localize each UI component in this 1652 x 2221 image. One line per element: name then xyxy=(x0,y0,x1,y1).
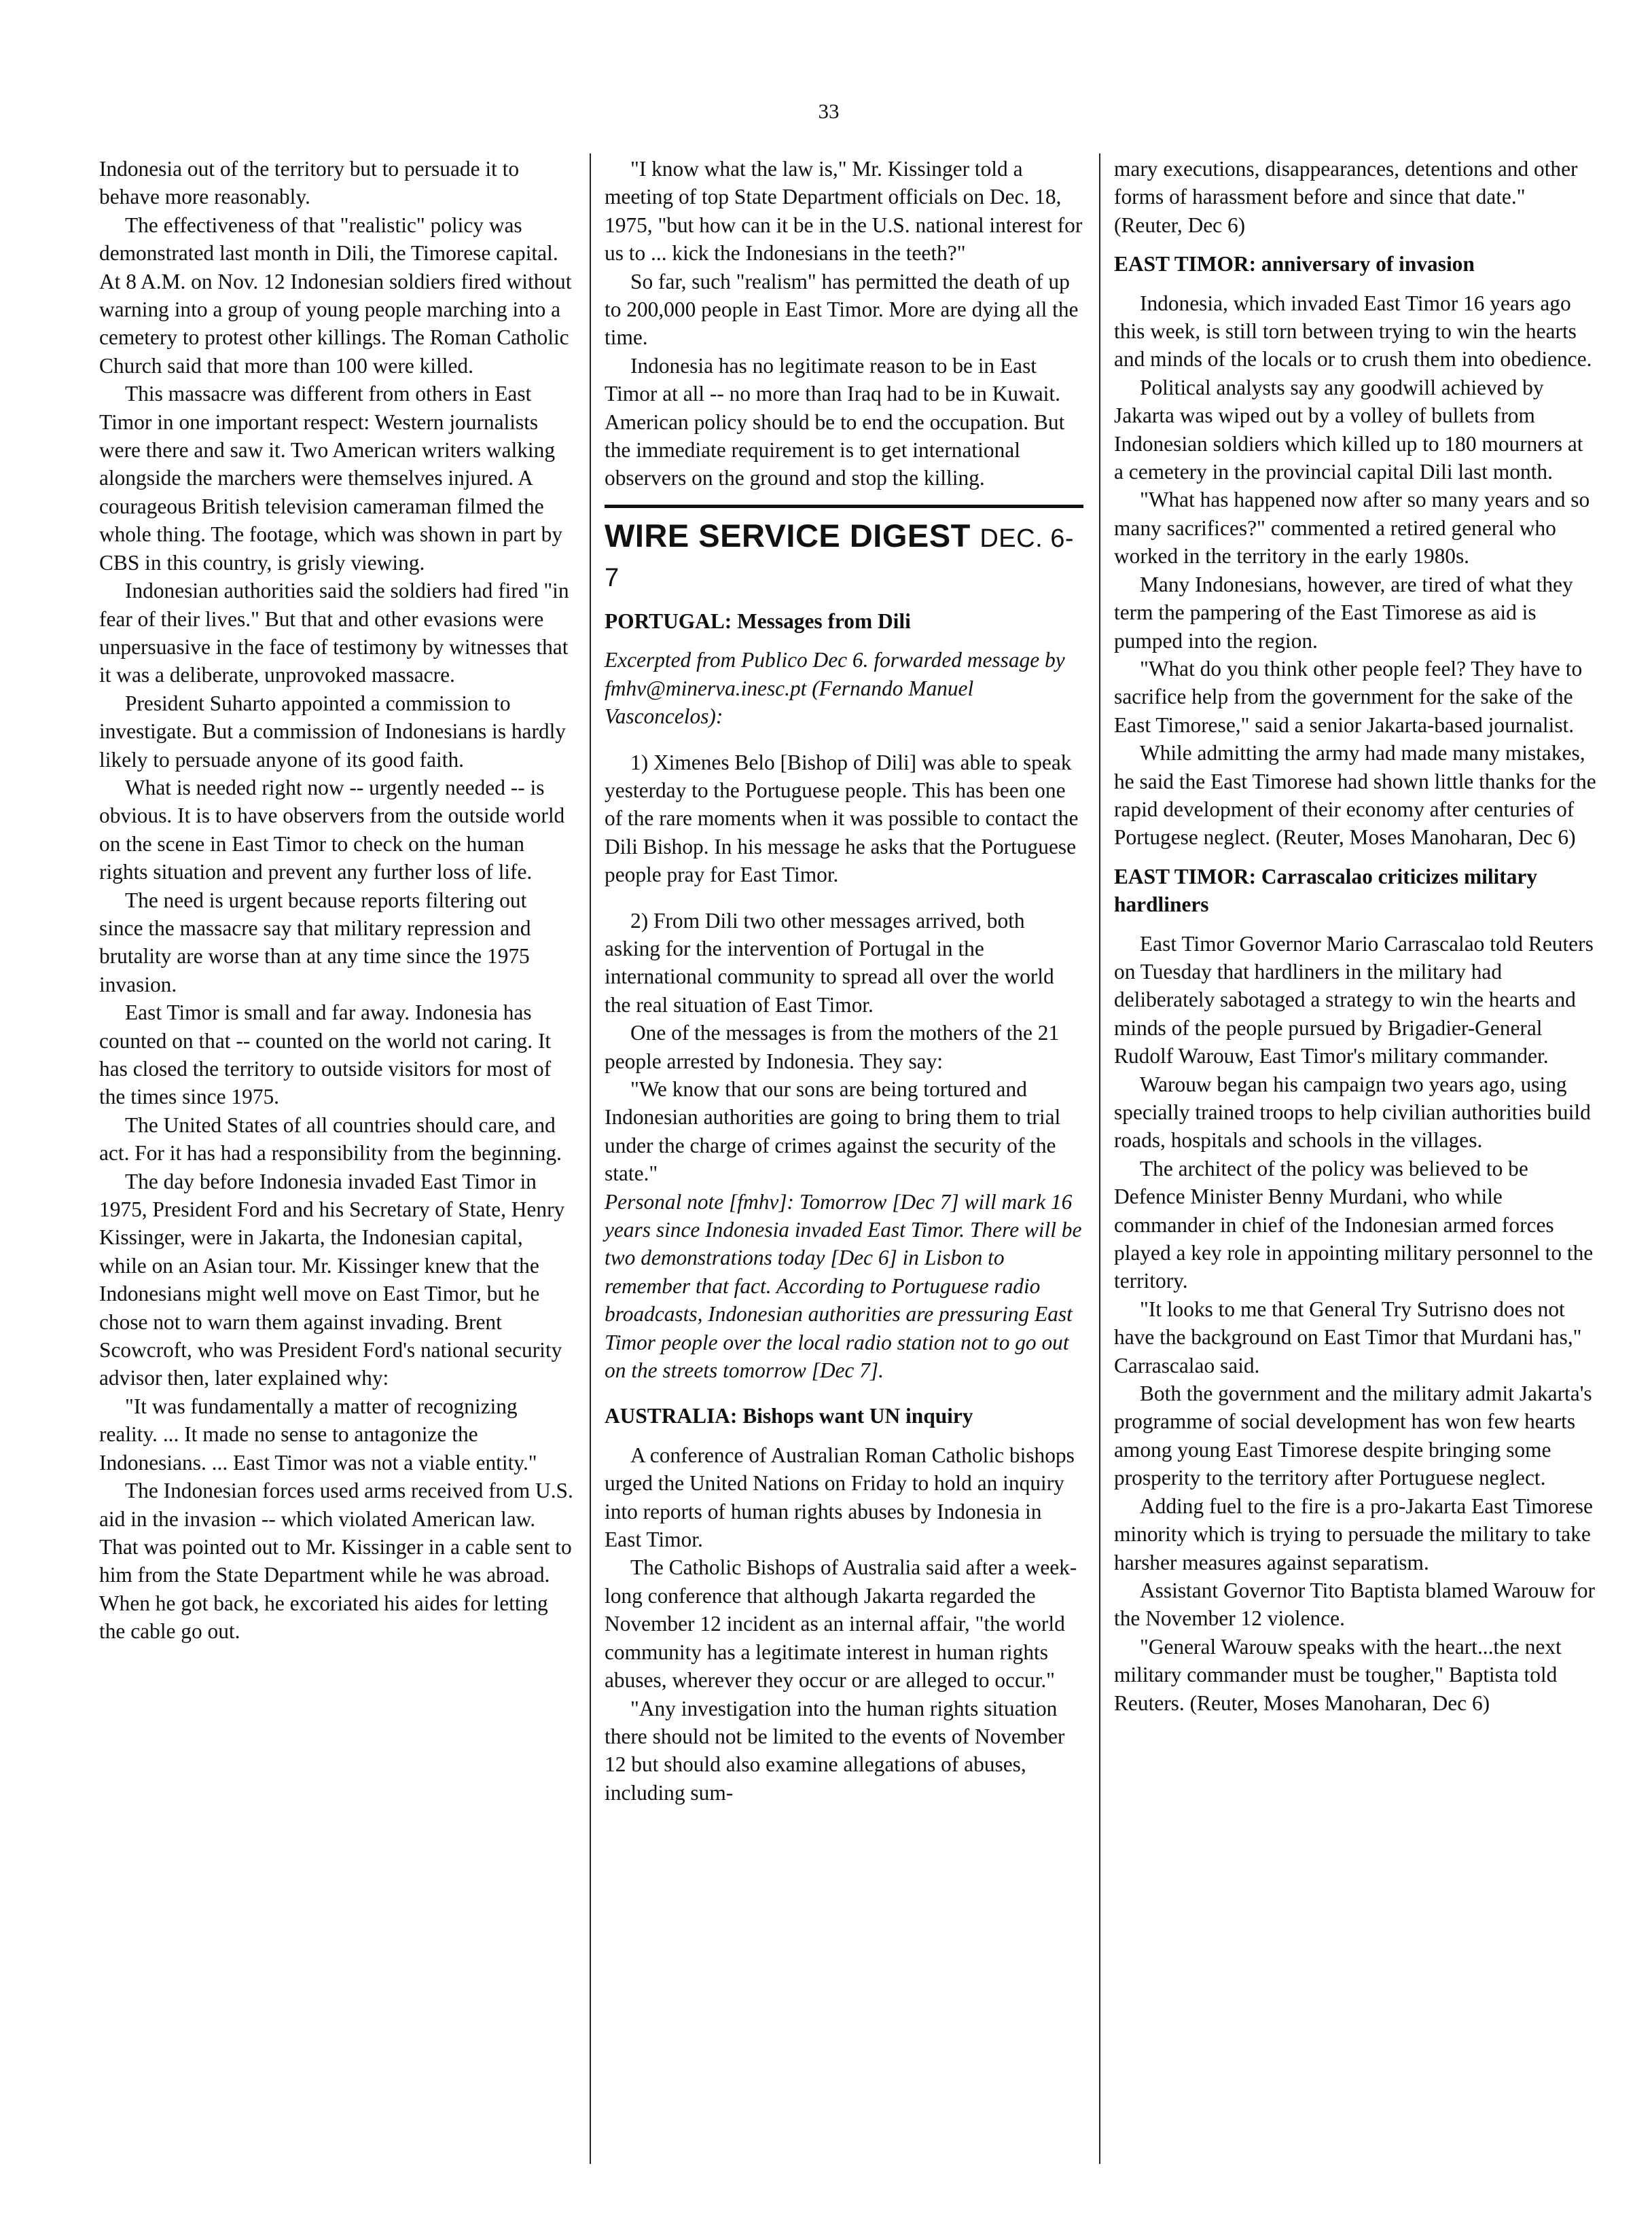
section-heading-australia: AUSTRALIA: Bishops want UN inquiry xyxy=(605,1404,973,1428)
banner-date: DEC. 6-7 xyxy=(605,524,1074,592)
paragraph: Indonesia out of the territory but to persuade it to behave more reasonably. xyxy=(99,157,520,209)
paragraph: The architect of the policy was believed to be Defence Minister Benny Murdani, who while commander in chief of the Indonesian armed forces played a key role in appointing military personnel to the territory. xyxy=(1114,1156,1594,1293)
column-rule-left xyxy=(590,154,591,2164)
paragraph: 1) Ximenes Belo [Bishop of Dili] was able to speak yesterday to the Portuguese people. This has been one of the rare moments when it was possible to contact the Dili Bishop. In his message he asks that the Portuguese people pray for East Timor. xyxy=(605,750,1079,887)
wire-service-digest-banner xyxy=(605,505,1083,596)
paragraph: Indonesia has no legitimate reason to be in East Timor at all -- no more than Iraq had to be in Kuwait. American policy should be to end the occupation. But the immediate requirement is to get international observers on the ground and stop the killing. xyxy=(605,353,1065,490)
paragraph: A conference of Australian Roman Catholic bishops urged the United Nations on Friday to hold an inquiry into reports of human rights abuses by Indonesia in East Timor. xyxy=(605,1443,1075,1552)
paragraph: The Catholic Bishops of Australia said after a week-long conference that although Jakarta regarded the November 12 incident as an internal affair, "the world community has a legitimate interest in human rights abuses, wherever they occur or are alleged to occur." xyxy=(605,1555,1077,1693)
paragraph: Adding fuel to the fire is a pro-Jakarta East Timorese minority which is trying to persuade the military to take harsher measures against separatism. xyxy=(1114,1494,1593,1574)
paragraph: "Any investigation into the human rights situation there should not be limited to the events of November 12 but should also examine allegations of abuses, including sum- xyxy=(605,1696,1065,1805)
paragraph: What is needed right now -- urgently needed -- is obvious. It is to have observers from the outside world on the scene in East Timor to check on the human rights situation and prevent any further loss of life. xyxy=(99,775,565,884)
quote-paragraph: "We know that our sons are being tortured and Indonesian authorities are going to bring them to trial under the charge of crimes against the security of the state." xyxy=(605,1077,1061,1186)
paragraph: Warouw began his campaign two years ago, using specially trained troops to help civilian authorities build roads, hospitals and schools in the villages. xyxy=(1114,1072,1591,1153)
paragraph: The Indonesian forces used arms received from U.S. aid in the invasion -- which violated American law. That was pointed out to Mr. Kissinger in a cable sent to him from the State Department while he was abroad. When he got back, he excoriated his aides for letting the cable go out. xyxy=(99,1479,573,1644)
section-heading-carrascalao: EAST TIMOR: Carrascalao criticizes military hardliners xyxy=(1114,864,1538,917)
paragraph: The day before Indonesia invaded East Timor in 1975, President Ford and his Secretary of State, Henry Kissinger, were in Jakarta, the Indonesian capital, while on an Asian tour. Mr. Kissinger knew that the Indonesians might well move on East Timor, but he chose not to warn them against invading. Brent Scowcroft, who was President Ford's national security advisor then, later explained why: xyxy=(99,1169,565,1390)
paragraph: This massacre was different from others in East Timor in one important respect: Western journalists were there and saw it. Two American writers walking alongside the marchers were themselves injured. A courageous British television cameraman filmed the whole thing. The footage, which was shown in part by CBS in this country, is grisly viewing. xyxy=(99,382,563,575)
banner-title: WIRE SERVICE DIGEST xyxy=(605,517,971,554)
paragraph: The need is urgent because reports filtering out since the massacre say that military repression and brutality are worse than at any time since the 1975 invasion. xyxy=(99,888,531,996)
page-number: 33 xyxy=(818,99,840,123)
paragraph: Both the government and the military admit Jakarta's programme of social development has won few hearts among young East Timorese despite bringing some prosperity to the territory after Portuguese neglect. xyxy=(1114,1382,1592,1490)
paragraph: One of the messages is from the mothers of the 21 people arrested by Indonesia. They say: xyxy=(605,1021,1060,1073)
section-heading-portugal: PORTUGAL: Messages from Dili xyxy=(605,609,911,633)
paragraph: Many Indonesians, however, are tired of what they term the pampering of the East Timorese as aid is pumped into the region. xyxy=(1114,572,1573,653)
paragraph: The effectiveness of that "realistic" policy was demonstrated last month in Dili, the Timorese capital. At 8 A.M. on Nov. 12 Indonesian soldiers fired without warning into a group of young people marching into a cemetery to protest other killings. The Roman Catholic Church said that more than 100 were killed. xyxy=(99,213,572,378)
paragraph: "General Warouw speaks with the heart...the next military commander must be tougher," Baptista told Reuters. (Reuter, Moses Manoharan, Dec 6) xyxy=(1114,1634,1562,1715)
personal-note: Personal note [fmhv]: Tomorrow [Dec 7] will mark 16 years since Indonesia invaded East Timor. There will be two demonstrations today [Dec 6] in Lisbon to remember that fact. According to Portuguese radio broadcasts, Indonesian authorities are pressuring East Timor people over the local radio station not to go out on the streets tomorrow [Dec 7]. xyxy=(605,1189,1082,1383)
section-heading-anniversary: EAST TIMOR: anniversary of invasion xyxy=(1114,252,1475,276)
column-2 xyxy=(605,155,1083,1807)
column-3 xyxy=(1114,155,1596,1717)
paragraph: So far, such "realism" has permitted the death of up to 200,000 people in East Timor. More are dying all the time. xyxy=(605,269,1079,350)
paragraph: Assistant Governor Tito Baptista blamed Warouw for the November 12 violence. xyxy=(1114,1578,1595,1631)
paragraph: 2) From Dili two other messages arrived, both asking for the intervention of Portugal in the international community to spread all over the world the real situation of East Timor. xyxy=(605,908,1054,1017)
paragraph: mary executions, disappearances, detentions and other forms of harassment before and since that date." (Reuter, Dec 6) xyxy=(1114,157,1578,237)
paragraph: East Timor is small and far away. Indonesia has counted on that -- counted on the world not caring. It has closed the territory to outside visitors for most of the times since 1975. xyxy=(99,1000,552,1109)
paragraph: Indonesia, which invaded East Timor 16 years ago this week, is still torn between trying to win the hearts and minds of the locals or to crush them into obedience. xyxy=(1114,291,1592,372)
paragraph: President Suharto appointed a commission to investigate. But a commission of Indonesians is hardly likely to persuade anyone of its good faith. xyxy=(99,691,567,772)
paragraph: Indonesian authorities said the soldiers had fired "in fear of their lives." But that and other evasions were unpersuasive in the face of testimony by witnesses that it was a deliberate, unprovoked massacre. xyxy=(99,579,569,687)
paragraph: East Timor Governor Mario Carrascalao told Reuters on Tuesday that hardliners in the military had deliberately sabotaged a strategy to win the hearts and minds of the people pursued by Brigadier-General Rudolf Warouw, East Timor's military commander. xyxy=(1114,931,1594,1068)
source-note: Excerpted from Publico Dec 6. forwarded message by fmhv@minerva.inesc.pt (Fernando Manuel Vasconcelos): xyxy=(605,648,1065,729)
column-1 xyxy=(99,155,575,1646)
paragraph: While admitting the army had made many mistakes, he said the East Timorese had shown little thanks for the rapid development of their economy after centuries of Portugese neglect. (Reuter, Moses Manoharan, Dec 6) xyxy=(1114,741,1596,850)
quote-paragraph: "It was fundamentally a matter of recognizing reality. ... It made no sense to antagonize the Indonesians. ... East Timor was not a viable entity." xyxy=(99,1394,537,1475)
paragraph: "It looks to me that General Try Sutrisno does not have the background on East Timor that Murdani has," Carrascalao said. xyxy=(1114,1297,1582,1377)
paragraph: "I know what the law is," Mr. Kissinger told a meeting of top State Department officials on Dec. 18, 1975, "but how can it be in the U.S. national interest for us to ... kick the Indonesians in the teeth?" xyxy=(605,157,1083,266)
paragraph: Political analysts say any goodwill achieved by Jakarta was wiped out by a volley of bullets from Indonesian soldiers which killed up to 180 mourners at a cemetery in the provincial capital Dili last month. xyxy=(1114,375,1583,484)
paragraph: "What do you think other people feel? They have to sacrifice help from the government for the sake of the East Timorese," said a senior Jakarta-based journalist. xyxy=(1114,656,1583,737)
column-rule-right xyxy=(1099,154,1100,2164)
paragraph: The United States of all countries should care, and act. For it has had a responsibility from the beginning. xyxy=(99,1113,562,1166)
paragraph: "What has happened now after so many years and so many sacrifices?" commented a retired general who worked in the territory in the early 1980s. xyxy=(1114,488,1590,568)
